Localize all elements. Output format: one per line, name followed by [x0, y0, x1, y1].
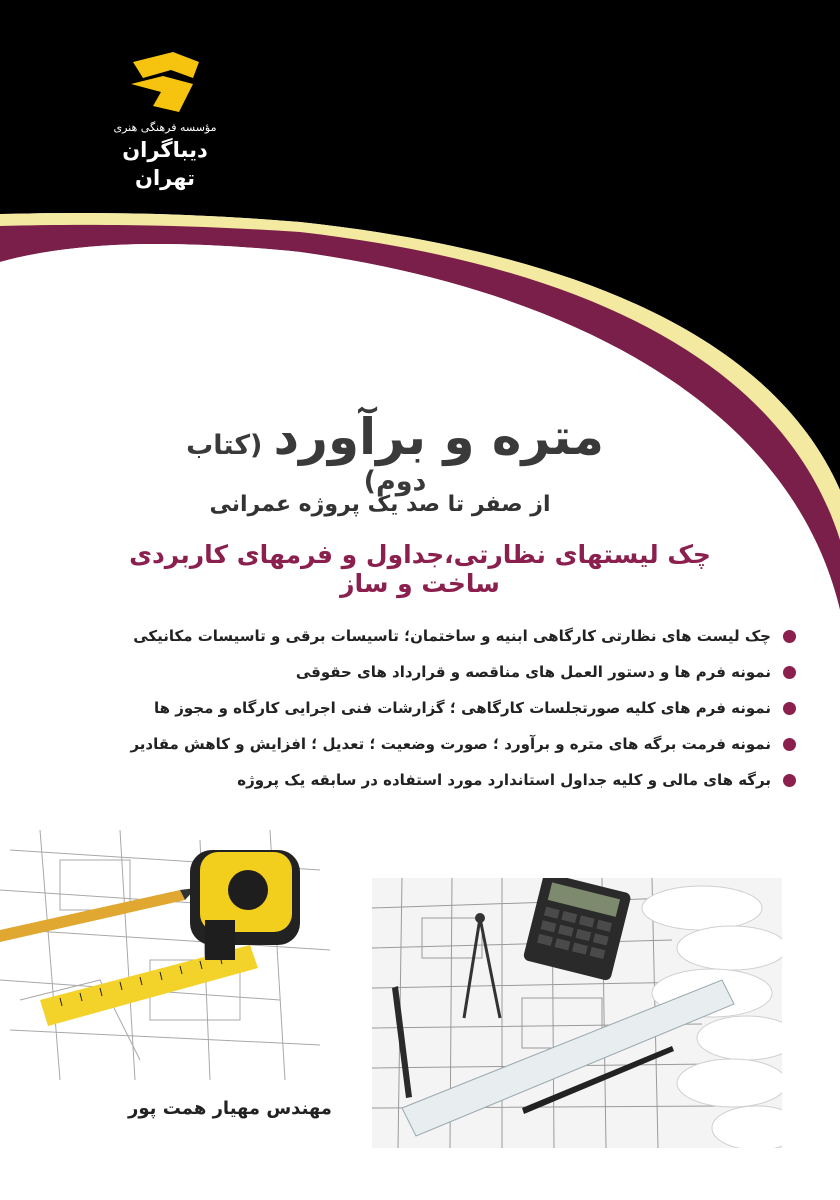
title-parenthetical: (کتاب دوم) — [186, 430, 427, 497]
book-subtitle: از صفر تا صد یک پروژه عمرانی — [209, 492, 551, 517]
tape-measure-photo — [0, 830, 330, 1080]
list-item — [76, 726, 796, 762]
feature-text: نمونه فرم ها و دستور العمل های مناقصه و قرارداد های حقوقی — [295, 663, 771, 681]
author-name: مهندس مهیار همت پور — [128, 1098, 332, 1119]
feature-text: نمونه فرمت برگه های متره و برآورد ؛ صورت وضعیت ؛ تعدیل ؛ افزایش و کاهش مقادیر — [130, 735, 771, 753]
publisher-block — [90, 48, 240, 192]
title-main: متره و برآورد — [273, 408, 604, 466]
book-tagline: چک لیستهای نظارتی،جداول و فرمهای کاربردی ساخت و ساز — [129, 540, 711, 598]
list-item — [76, 690, 796, 726]
bullet-dot-icon — [783, 630, 796, 643]
bullet-dot-icon — [783, 702, 796, 715]
publisher-subtitle: مؤسسه فرهنگی هنری — [113, 121, 217, 134]
feature-text: نمونه فرم های کلیه صورتجلسات کارگاهی ؛ گزارشات فنی اجرایی کارگاه و مجوز ها — [153, 699, 771, 717]
book-title — [160, 408, 630, 497]
dibagaran-logo-icon — [123, 48, 207, 116]
feature-list — [76, 618, 796, 798]
list-item — [76, 654, 796, 690]
feature-text: چک لیست های نظارتی کارگاهی ابنیه و ساختمان؛ تاسیسات برقی و تاسیسات مکانیکی — [133, 627, 771, 645]
bullet-dot-icon — [783, 666, 796, 679]
bullet-dot-icon — [783, 738, 796, 751]
feature-text: برگه های مالی و کلیه جداول استاندارد مورد استفاده در سابقه یک پروژه — [237, 771, 771, 789]
list-item — [76, 762, 796, 798]
bullet-dot-icon — [783, 774, 796, 787]
publisher-name: دیباگران تهران — [122, 138, 208, 190]
drafting-tools-photo — [372, 878, 782, 1148]
list-item — [76, 618, 796, 654]
